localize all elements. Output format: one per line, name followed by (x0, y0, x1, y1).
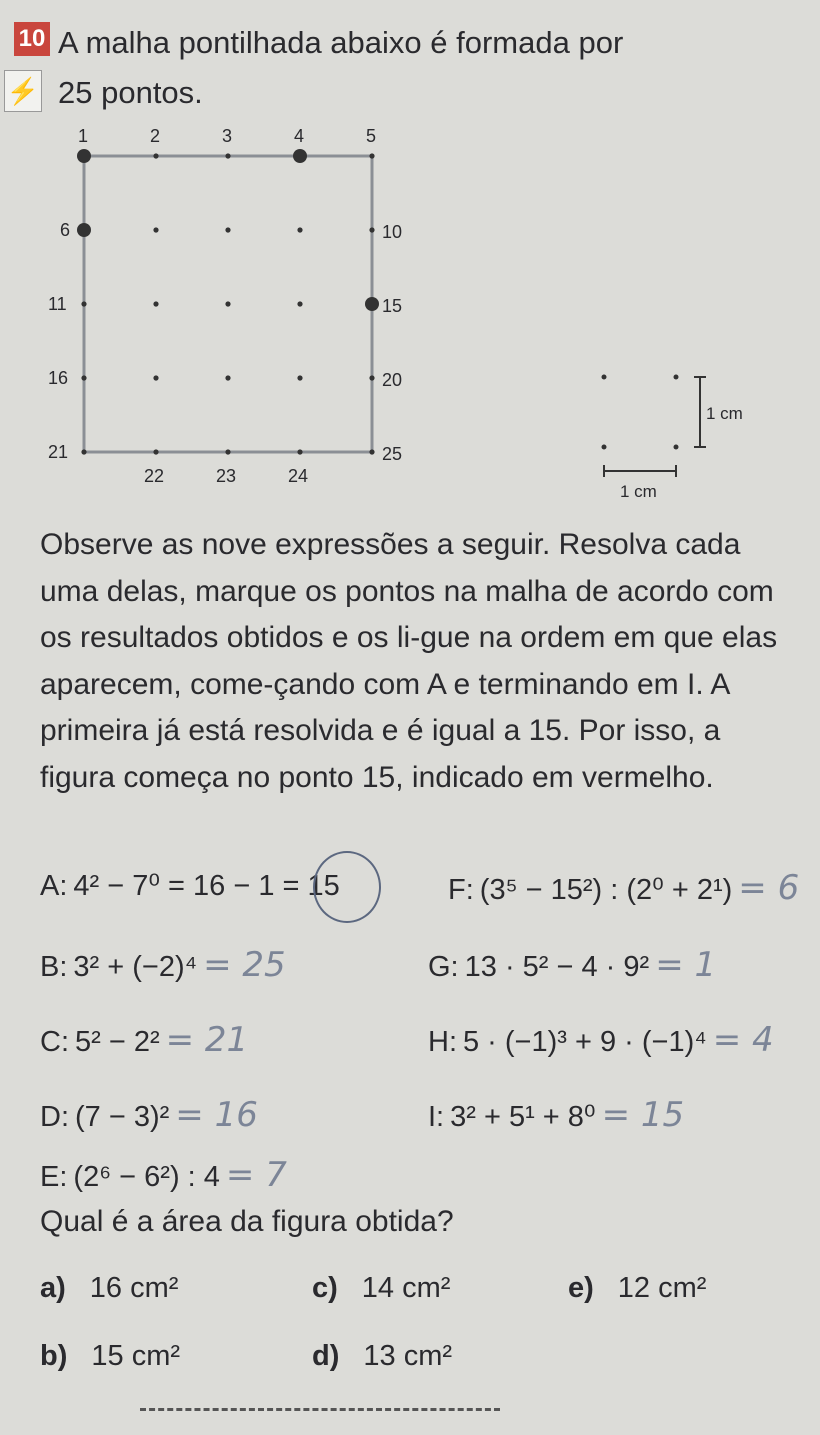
handwritten-answer: = 16 (175, 1095, 258, 1135)
grid-dot-5 (369, 153, 374, 158)
grid-label-4: 4 (294, 126, 305, 146)
lightning-icon: ⚡ (4, 70, 42, 112)
option-letter: e) (568, 1272, 594, 1304)
answer-line (140, 1408, 500, 1411)
option-a[interactable] (40, 1272, 178, 1305)
option-b[interactable] (40, 1340, 180, 1373)
grid-dot-13 (225, 301, 230, 306)
grid-dot-11 (81, 301, 86, 306)
grid-dot-9 (297, 227, 302, 232)
expression-text: (3⁵ − 15²) : (2⁰ + 2¹) (479, 874, 733, 906)
grid-label-1: 1 (78, 126, 89, 146)
grid-label-10: 10 (382, 222, 403, 242)
handwritten-answer: = 6 (738, 868, 800, 908)
expression-d (40, 1095, 258, 1135)
grid-dot-4 (293, 149, 307, 163)
handwritten-answer: = 25 (203, 945, 286, 985)
grid-dot-10 (369, 227, 374, 232)
instructions-paragraph: Observe as nove expressões a seguir. Resolva cada uma delas, marque os pontos na malha de acordo com os resultados obtidos e os li-gue na ordem em que elas aparecem, come-çando com A e terminando em I. A primeira já está resolvida e é igual a 15. Por isso, a figura começa no ponto 15, indicado em vermelho. (40, 528, 778, 794)
expression-letter: E: (40, 1161, 68, 1193)
grid-label-3: 3 (222, 126, 233, 146)
expression-i (428, 1095, 684, 1135)
grid-dot-15 (365, 297, 379, 311)
grid-dot-8 (225, 227, 230, 232)
expression-letter: G: (428, 951, 459, 983)
scale-dot (602, 445, 607, 450)
handwritten-answer: = 7 (225, 1155, 287, 1195)
expression-b (40, 945, 286, 985)
option-letter: c) (312, 1272, 338, 1304)
grid-label-23: 23 (216, 466, 237, 486)
expression-g (428, 945, 716, 985)
dot-grid (0, 120, 460, 500)
grid-dot-19 (297, 375, 302, 380)
expression-text: 5² − 2² (75, 1026, 160, 1058)
option-text: 12 cm² (617, 1272, 707, 1304)
expression-e (40, 1155, 287, 1195)
expression-letter: D: (40, 1101, 69, 1133)
expression-letter: C: (40, 1026, 69, 1058)
option-text: 13 cm² (363, 1340, 453, 1372)
grid-dot-12 (153, 301, 158, 306)
question-text: Qual é a área da figura obtida? (40, 1205, 454, 1238)
option-letter: a) (40, 1272, 66, 1304)
grid-dot-21 (81, 449, 86, 454)
grid-label-11: 11 (48, 294, 67, 314)
expression-text: 4² − 7⁰ = 16 − 1 = 15 (73, 870, 340, 902)
grid-dot-24 (297, 449, 302, 454)
scale-diagram (580, 355, 760, 505)
horizontal-scale-label: 1 cm (620, 482, 657, 501)
expression-text: 3² + (−2)⁴ (73, 951, 198, 983)
grid-dot-17 (153, 375, 158, 380)
intro-line-2: 25 pontos. (58, 75, 203, 110)
option-text: 14 cm² (361, 1272, 451, 1304)
grid-dot-22 (153, 449, 158, 454)
scale-dot (674, 375, 679, 380)
grid-label-20: 20 (382, 370, 403, 390)
option-text: 16 cm² (89, 1272, 179, 1304)
option-d[interactable] (312, 1340, 452, 1373)
expression-f (448, 868, 799, 908)
grid-label-2: 2 (150, 126, 161, 146)
expression-letter: H: (428, 1026, 457, 1058)
scale-dot (602, 375, 607, 380)
expression-text: 5 · (−1)³ + 9 · (−1)⁴ (463, 1026, 707, 1058)
grid-dot-25 (369, 449, 374, 454)
expression-letter: I: (428, 1101, 445, 1133)
grid-dot-1 (77, 149, 91, 163)
option-letter: d) (312, 1340, 340, 1372)
handwritten-answer: = 21 (165, 1020, 249, 1060)
option-e[interactable] (568, 1272, 706, 1305)
expression-letter: F: (448, 874, 474, 906)
grid-label-5: 5 (366, 126, 377, 146)
option-text: 15 cm² (91, 1340, 181, 1372)
expression-text: (2⁶ − 6²) : 4 (73, 1161, 220, 1193)
grid-label-25: 25 (382, 444, 403, 464)
grid-label-15: 15 (382, 296, 403, 316)
grid-dot-20 (369, 375, 374, 380)
expression-letter: A: (40, 870, 68, 902)
handwritten-answer: = 1 (655, 945, 717, 985)
grid-label-16: 16 (48, 368, 69, 388)
intro-line-1: A malha pontilhada abaixo é formada por (58, 25, 624, 60)
grid-dot-7 (153, 227, 158, 232)
grid-label-21: 21 (48, 442, 69, 462)
expression-text: 3² + 5¹ + 8⁰ (450, 1101, 596, 1133)
question-number-badge: 10 (14, 22, 50, 56)
expression-h (428, 1020, 774, 1060)
handwritten-answer: = 15 (601, 1095, 685, 1135)
grid-dot-6 (77, 223, 91, 237)
option-letter: b) (40, 1340, 68, 1372)
handwritten-answer: = 4 (712, 1020, 774, 1060)
expression-a (40, 868, 340, 903)
grid-dot-23 (225, 449, 230, 454)
grid-dot-2 (153, 153, 158, 158)
vertical-scale-label: 1 cm (706, 404, 743, 423)
option-c[interactable] (312, 1272, 450, 1305)
grid-dot-18 (225, 375, 230, 380)
expression-letter: B: (40, 951, 68, 983)
grid-label-22: 22 (144, 466, 165, 486)
answer-circle (313, 851, 381, 923)
grid-dot-14 (297, 301, 302, 306)
expression-text: 13 · 5² − 4 · 9² (464, 951, 650, 983)
expression-text: (7 − 3)² (75, 1101, 170, 1133)
grid-dot-16 (81, 375, 86, 380)
grid-label-6: 6 (60, 220, 71, 240)
expression-c (40, 1020, 248, 1060)
grid-dot-3 (225, 153, 230, 158)
intro-text (58, 18, 818, 118)
grid-label-24: 24 (288, 466, 309, 486)
scale-dot (674, 445, 679, 450)
